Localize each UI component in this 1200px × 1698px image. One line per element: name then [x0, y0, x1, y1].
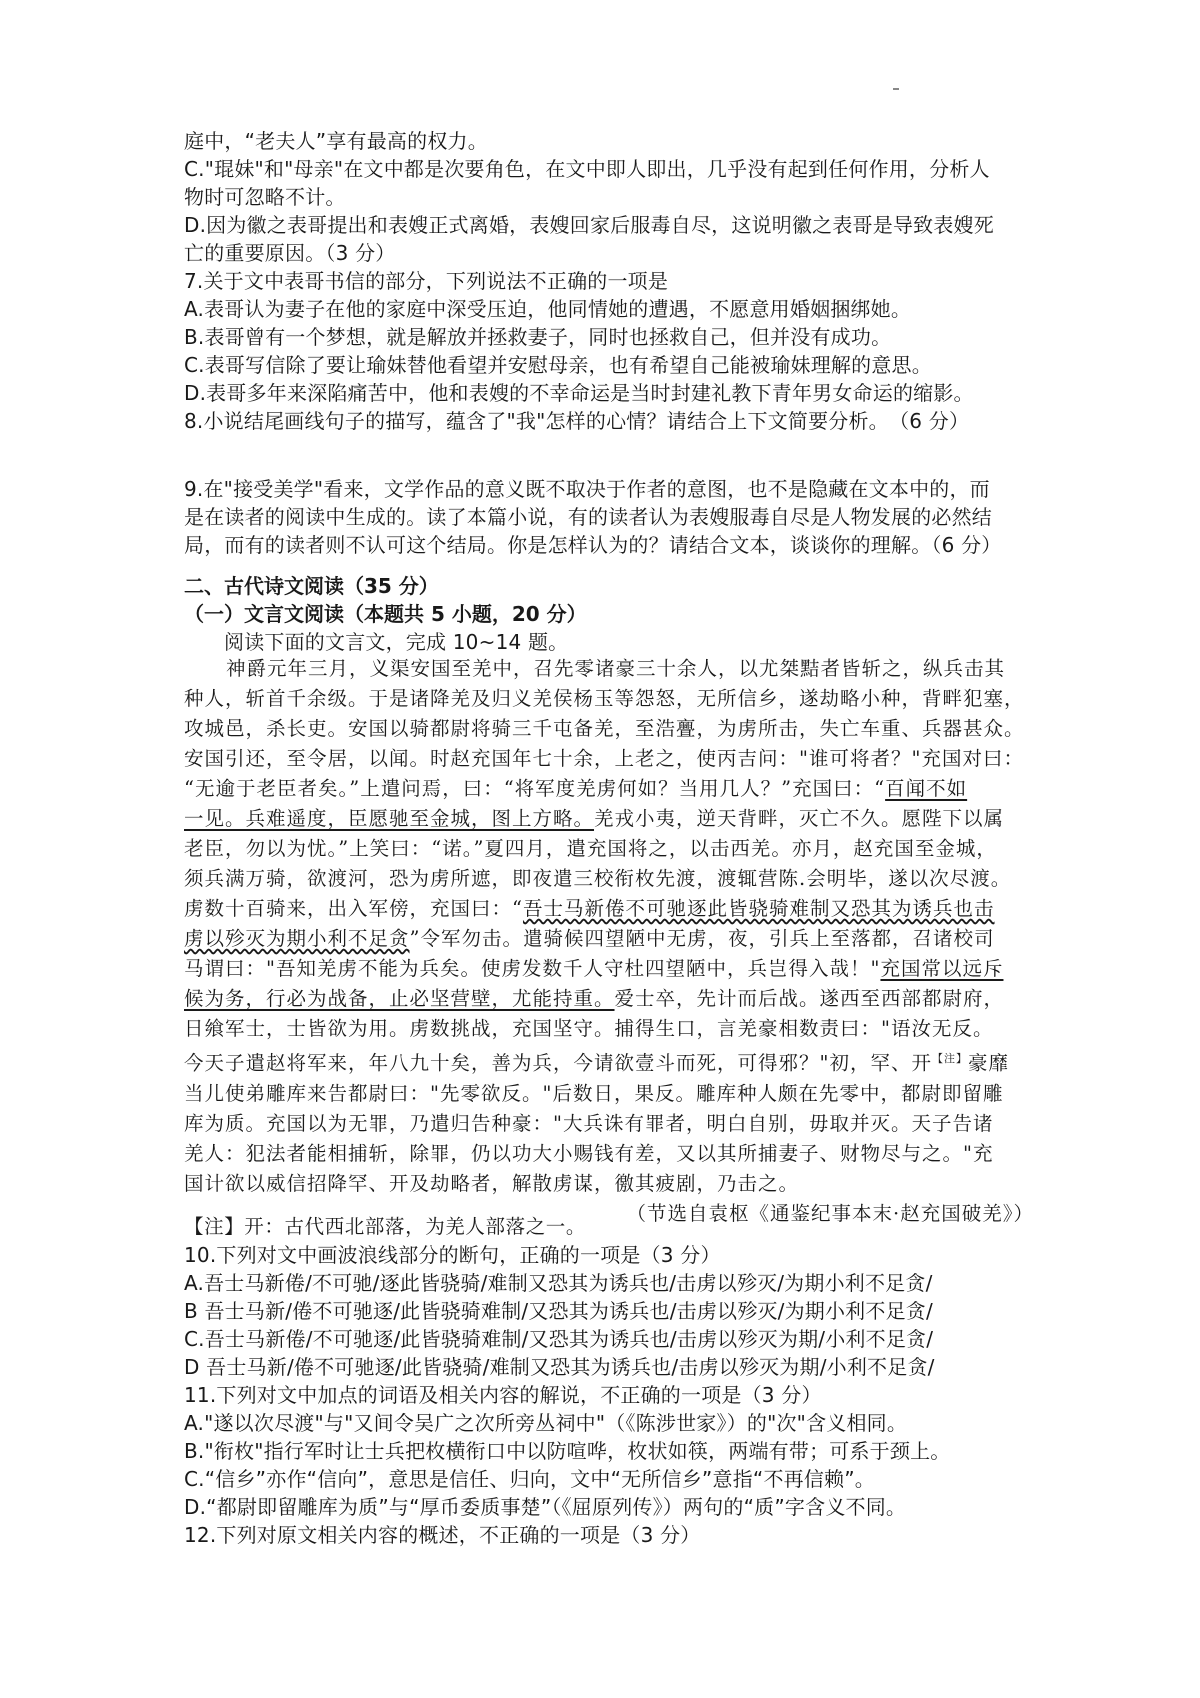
scan-mark [893, 88, 899, 90]
text-line: 亡的重要原因。（3 分） [184, 241, 396, 265]
footnote [184, 1213, 1032, 1241]
question-stem: 11.下列对文中加点的词语及相关内容的解说，不正确的一项是（3 分） [184, 1383, 822, 1407]
option-b: B 吾士马新/倦不可驰逐/此皆骁骑难制/又恐其为诱兵也/击虏以殄灭/为期小利不足贪/ [184, 1299, 933, 1323]
underlined-text: 候为务，行必为战备，止必坚营壁，尤能持重。 [184, 987, 615, 1010]
question-12 [184, 1521, 1032, 1549]
passage-line [184, 894, 1034, 924]
passage-text: 羌戎小夷，逆天背畔，灭亡不久。愿陛下以属 [594, 807, 1005, 830]
passage-line [184, 984, 1034, 1014]
section-title: 二、古代诗文阅读（35 分） [184, 574, 439, 598]
text-line: 9.在"接受美学"看来，文学作品的意义既不取决于作者的意图，也不是隐藏在文本中的，而 [184, 477, 990, 501]
passage-line: 日飨军士，士皆欲为用。虏数挑战，充国坚守。捕得生口，言羌豪相数责曰："语汝无反。 [184, 1017, 994, 1040]
option-c: C.表哥写信除了要让瑜妹替他看望并安慰母亲，也有希望自己能被瑜妹理解的意思。 [184, 353, 932, 377]
option-a: A.表哥认为妻子在他的家庭中深受压迫，他同情她的遭遇，不愿意用婚姻捆绑她。 [184, 297, 912, 321]
option-b: B.表哥曾有一个梦想，就是解放并拯救妻子，同时也拯救自己，但并没有成功。 [184, 325, 892, 349]
option-a: A."遂以次尽渡"与"又间令吴广之次所旁丛祠中"（《陈涉世家》）的"次"含义相同。 [184, 1411, 908, 1435]
question-stem: 7.关于文中表哥书信的部分，下列说法不正确的一项是 [184, 269, 669, 293]
question-7 [184, 267, 1032, 407]
passage-line: 国计欲以威信招降罕、开及劫略者，解散虏谋，徼其疲剧，乃击之。 [184, 1171, 800, 1195]
subsection-title: （一）文言文阅读（本题共 5 小题，20 分） [184, 602, 587, 626]
text-line: C."琨妹"和"母亲"在文中都是次要角色，在文中即人即出，几乎没有起到任何作用，分析人 [184, 157, 990, 181]
option-d: D 吾士马新/倦不可驰逐/此皆骁骑/难制又恐其为诱兵也/击虏以殄灭为期/小利不足贪/ [184, 1355, 935, 1379]
section-2-header [184, 572, 1032, 656]
passage-line: 攻城邑，杀长吏。安国以骑都尉将骑三千屯备羌，至浩亹，为虏所击，失亡车重、兵器甚众。 [184, 717, 1025, 740]
passage-line: 羌人：犯法者能相捕斩，除罪，仍以功大小赐钱有差，又以其所捕妻子、财物尽与之。"充 [184, 1141, 994, 1165]
passage-line: 须兵满万骑，欲渡河，恐为虏所遮，即夜遣三校衔枚先渡，渡辄营陈.会明毕，遂以次尽渡。 [184, 867, 1012, 890]
underlined-text: 一见。兵难遥度，臣愿驰至金城，图上方略。 [184, 807, 595, 830]
source-citation: （节选自袁枢《通鉴纪事本末·赵充国破羌》） [626, 1201, 1034, 1225]
passage-line: 安国引还，至令居，以闻。时赵充国年七十余，上老之，使丙吉问："谁可将者？"充国对曰： [184, 747, 1024, 770]
passage-text: 虏数十百骑来，出入军傍，充国曰：“ [184, 897, 523, 920]
option-c: C.“信乡”亦作“信向”，意思是信任、归向，文中“无所信乡”意指“不再信赖”。 [184, 1467, 876, 1491]
text-line: 局，而有的读者则不认可这个结局。你是怎样认为的？请结合文本，谈谈你的理解。（6 分） [184, 533, 1002, 557]
passage-text: 爱士卒，先计而后战。遂西至西部都尉府， [614, 987, 1005, 1010]
question-9 [184, 475, 1032, 559]
question-stem: 10.下列对文中画波浪线部分的断句，正确的一项是（3 分） [184, 1243, 721, 1267]
option-d: D.表哥多年来深陷痛苦中，他和表嫂的不幸命运是当时封建礼教下青年男女命运的缩影。 [184, 381, 974, 405]
wavy-underlined-text: 吾士马新倦不可驰逐此皆骁骑难制又恐其为诱兵也击 [522, 897, 995, 920]
passage-line [184, 954, 1034, 984]
passage-text: 豪靡 [967, 1051, 1009, 1075]
question-6-tail [184, 127, 1032, 267]
passage-text: “无逾于老臣者矣。”上遣问焉，曰：“将军度羌虏何如？当用几人？”充国曰：“ [184, 777, 886, 800]
question-8 [184, 407, 1032, 435]
wavy-underlined-text: 虏以殄灭为期小利不足贪 [184, 927, 410, 950]
passage-line [184, 1044, 1034, 1079]
passage-line [184, 774, 1034, 804]
text-line: 是在读者的阅读中生成的。读了本篇小说，有的读者认为表嫂服毒自尽是人物发展的必然结 [184, 505, 992, 529]
classical-passage [184, 654, 1034, 1229]
passage-line: 老臣，勿以为忧。”上笑曰：“诺。”夏四月，遣充国将之，以击西羌。亦月，赵充国至金城， [184, 837, 997, 860]
question-10 [184, 1241, 1032, 1381]
question-stem: 12.下列对原文相关内容的概述，不正确的一项是（3 分） [184, 1523, 701, 1547]
option-a: A.吾士马新倦/不可驰/逐此皆骁骑/难制又恐其为诱兵也/击虏以殄灭/为期小利不足贪/ [184, 1271, 933, 1295]
passage-text: 今天子遣赵将军来，年八九十矣，善为兵，今请欲壹斗而死，可得邪？"初，罕、开 [184, 1051, 932, 1075]
passage-line: 神爵元年三月，义渠安国至羌中，召先零诸豪三十余人，以尤桀黠者皆斩之，纵兵击其 [226, 657, 1006, 680]
text-line: 物时可忽略不计。 [184, 185, 346, 209]
passage-line: 种人，斩首千余级。于是诸降羌及归义羌侯杨玉等怨怒，无所信乡，遂劫略小种，背畔犯塞， [184, 687, 1025, 710]
passage-line [184, 804, 1034, 834]
instruction: 阅读下面的文言文，完成 10~14 题。 [224, 630, 569, 654]
passage-line [184, 924, 1034, 954]
option-c: C.吾士马新倦/不可驰逐/此皆骁骑难制/又恐其为诱兵也/击虏以殄灭为期/小利不足贪/ [184, 1327, 934, 1351]
text-line: D.因为徽之表哥提出和表嫂正式离婚，表嫂回家后服毒自尽，这说明徽之表哥是导致表嫂死 [184, 213, 994, 237]
text-line: 庭中，“老夫人”享有最高的权力。 [184, 129, 488, 153]
question-11 [184, 1381, 1032, 1521]
footnote-marker: 【注】 [931, 1052, 968, 1065]
underlined-text: 百闻不如 [885, 777, 968, 800]
option-d: D.“都尉即留雕库为质”与“厚币委质事楚”（《屈原列传》）两句的“质”字含义不同。 [184, 1495, 907, 1519]
passage-line: 库为质。充国以为无罪，乃遣归告种豪："大兵诛有罪者，明白自别，毋取并灭。天子告诸 [184, 1111, 994, 1135]
passage-text: ”令军勿击。遣骑候四望陋中无虏，夜，引兵上至落都，召诸校司 [409, 927, 995, 950]
option-b: B."衔枚"指行军时让士兵把枚横衔口中以防喧哗，枚状如筷，两端有带；可系于颈上。 [184, 1439, 951, 1463]
footnote-text: 【注】开：古代西北部落，为羌人部落之一。 [184, 1215, 587, 1238]
underlined-text: 充国常以远斥 [880, 957, 1004, 980]
passage-line: 当儿使弟雕库来告都尉曰："先零欲反。"后数日，果反。雕库种人颇在先零中，都尉即留雕 [184, 1081, 1004, 1105]
question-stem: 8.小说结尾画线句子的描写，蕴含了"我"怎样的心情？请结合上下文简要分析。 （6 分） [184, 409, 970, 433]
passage-text: 马谓曰："吾知羌虏不能为兵矣。使虏发数千人守杜四望陋中，兵岂得入哉！" [184, 957, 881, 980]
